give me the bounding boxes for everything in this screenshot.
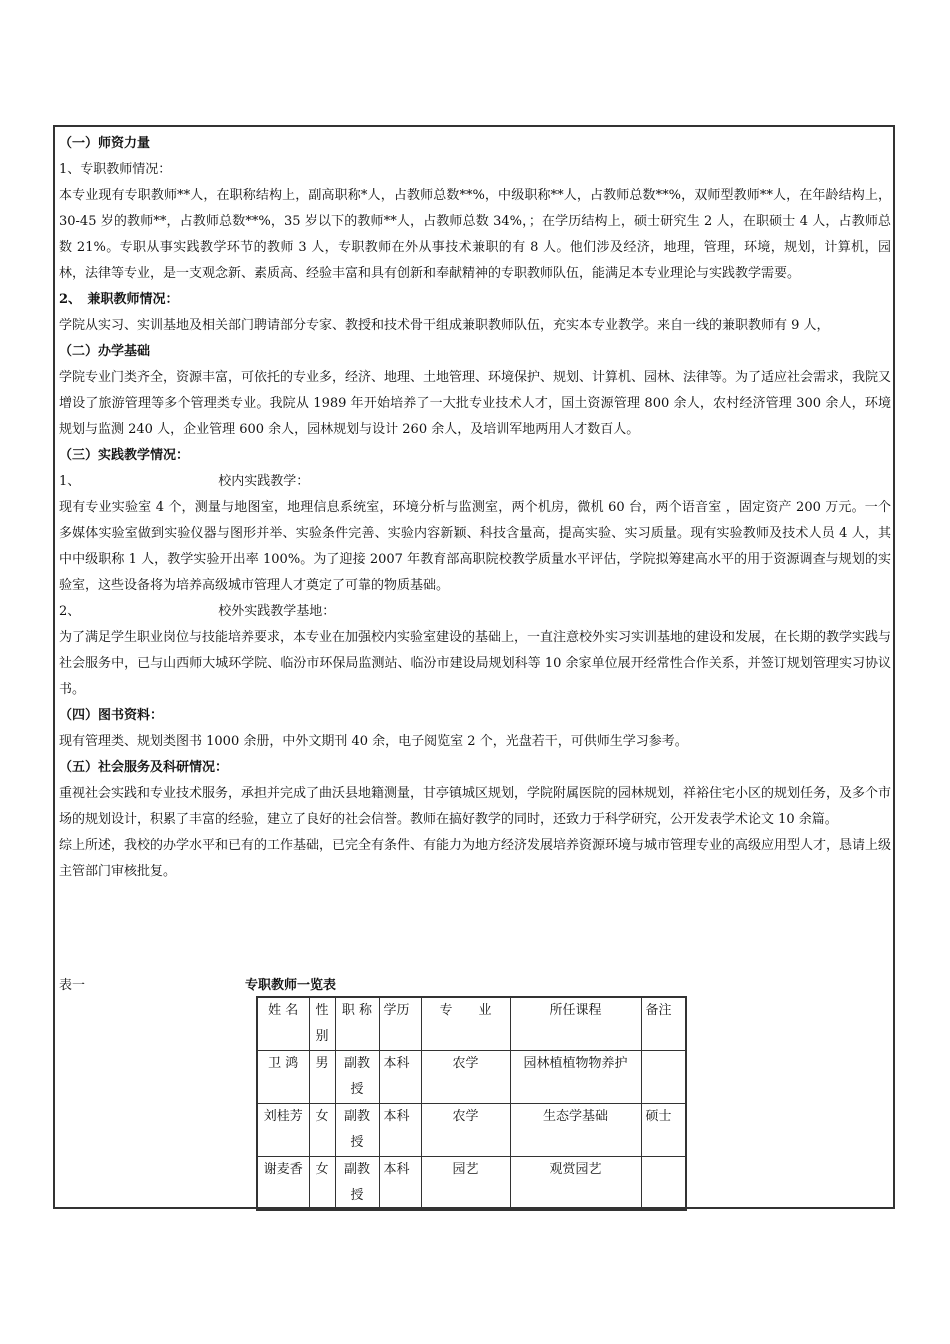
table-header-row	[257, 997, 686, 1051]
table-label: 表一	[59, 978, 86, 993]
paragraph-service: 重视社会实践和专业技术服务，承担并完成了曲沃县地籍测量，甘亭镇城区规划，学院附属医院的园林规划，祥裕住宅小区的规划任务，及多个市场的规划设计，积累了丰富的经验，建立了良好的社会信誉。教师在搞好教学的同时，还致力于科学研究，公开发表学术论文 10 余篇。	[59, 786, 892, 827]
cell-remarks: 硕士	[641, 1104, 686, 1157]
cell-gender: 女	[309, 1104, 335, 1157]
cell-name: 刘桂芳	[257, 1104, 309, 1157]
cell-courses: 观赏园艺	[510, 1157, 641, 1211]
paragraph-offcampus-practice: 为了满足学生职业岗位与技能培养要求，本专业在加强校内实验室建设的基础上，一直注意校外实习实训基地的建设和发展，在长期的教学实践与社会服务中，已与山西师大城环学院、临汾市环保局监测站、临汾市建设局规划科等 10 余家单位展开经常性合作关系，并签订规划管理实习协议书。	[59, 630, 892, 697]
section-heading-practice: （三）实践教学情况：	[59, 448, 190, 463]
teacher-table	[256, 996, 687, 1211]
table-row	[257, 1157, 686, 1211]
section-heading-service: （五）社会服务及科研情况：	[59, 760, 229, 775]
cell-courses: 园林植植物物养护	[510, 1051, 641, 1104]
subheading-number: 1、	[59, 474, 81, 489]
cell-courses: 生态学基础	[510, 1104, 641, 1157]
paragraph-fulltime-teachers: 本专业现有专职教师**人，在职称结构上，副高职称*人，占教师总数**%，中级职称**人，占教师总数**%，双师型教师**人，在年龄结构上，30-45 岁的教师**，占教师总数**%，35 岁以下的教师**人，占教师总数 34%，；在学历结构上，硕士研究生 2 人，在职硕士 4 人，占教师总数 21%。专职从事实践教学环节的教师 3 人，专职教师在外从事技术兼职的有 8 人。他们涉及经济，地理，管理，环境，规划，计算机，园林，法律等专业，是一支观念新、素质高、经验丰富和具有创新和奉献精神的专职教师队伍，能满足本专业理论与实践教学需要。	[59, 188, 891, 281]
subheading-number: 2、	[59, 604, 81, 619]
section-heading-library: （四）图书资料：	[59, 708, 164, 723]
cell-major: 农学	[421, 1104, 510, 1157]
table-title: 专职教师一览表	[245, 978, 337, 993]
section-heading-foundation: （二）办学基础	[59, 344, 151, 359]
subheading-parttime-teachers: 2、 兼职教师情况：	[59, 292, 179, 307]
subheading-title: 校内实践教学：	[218, 474, 310, 489]
subheading-title: 校外实践教学基地：	[218, 604, 336, 619]
document-frame	[53, 125, 895, 1209]
cell-major: 园艺	[421, 1157, 510, 1211]
cell-name: 谢麦香	[257, 1157, 309, 1211]
header-gender: 性别	[309, 997, 335, 1051]
cell-major: 农学	[421, 1051, 510, 1104]
paragraph-foundation: 学院专业门类齐全，资源丰富，可依托的专业多，经济、地理、土地管理、环境保护、规划、计算机、园林、法律等。为了适应社会需求，我院又增设了旅游管理等多个管理类专业。我院从 1989 年开始培养了一大批专业技术人才，国土资源管理 800 余人，农村经济管理 300 余人，环境规划与监测 240 人，企业管理 600 余人，园林规划与设计 260 余人，及培训军地两用人才数百人。	[59, 370, 892, 437]
header-remarks: 备注	[641, 997, 686, 1051]
cell-title: 副教授	[335, 1051, 379, 1104]
cell-gender: 男	[309, 1051, 335, 1104]
paragraph-conclusion: 综上所述，我校的办学水平和已有的工作基础，已完全有条件、有能力为地方经济发展培养资源环境与城市管理专业的高级应用型人才，恳请上级主管部门审核批复。	[59, 838, 892, 879]
cell-education: 本科	[379, 1104, 421, 1157]
subheading-offcampus-practice	[59, 599, 891, 625]
header-title: 职 称	[335, 997, 379, 1051]
table-row	[257, 1104, 686, 1157]
header-major: 专 业	[421, 997, 510, 1051]
document-body	[59, 131, 891, 885]
subheading-fulltime-teachers: 1、专职教师情况：	[59, 162, 172, 177]
cell-name: 卫 鸿	[257, 1051, 309, 1104]
table-row	[257, 1051, 686, 1104]
cell-education: 本科	[379, 1051, 421, 1104]
subheading-oncampus-practice	[59, 469, 891, 495]
cell-remarks	[641, 1157, 686, 1211]
cell-gender: 女	[309, 1157, 335, 1211]
cell-title: 副教授	[335, 1157, 379, 1211]
header-education: 学历	[379, 997, 421, 1051]
cell-title: 副教授	[335, 1104, 379, 1157]
header-courses: 所任课程	[510, 997, 641, 1051]
cell-education: 本科	[379, 1157, 421, 1211]
paragraph-oncampus-practice: 现有专业实验室 4 个，测量与地图室，地理信息系统室，环境分析与监测室，两个机房，微机 60 台，两个语音室 ，固定资产 200 万元。一个多媒体实验室做到实验仪器与图形并举、实验条件完善、实验内容新颖、科技含量高，提高实验、实习质量。现有实验教师及技术人员 4 人，其中中级职称 1 人，教学实验开出率 100%。为了迎接 2007 年教育部高职院校教学质量水平评估，学院拟筹建高水平的用于资源调查与规划的实验室，这些设备将为培养高级城市管理人才奠定了可靠的物质基础。	[59, 500, 891, 593]
teacher-table-section	[59, 973, 891, 1203]
header-name: 姓 名	[257, 997, 309, 1051]
paragraph-parttime-teachers: 学院从实习、实训基地及相关部门聘请部分专家、教授和技术骨干组成兼职教师队伍，充实本专业教学。来自一线的兼职教师有 9 人，	[59, 318, 830, 333]
section-heading-faculty: （一）师资力量	[59, 136, 151, 151]
cell-remarks	[641, 1051, 686, 1104]
paragraph-library: 现有管理类、规划类图书 1000 余册，中外文期刊 40 余，电子阅览室 2 个，光盘若干，可供师生学习参考。	[59, 734, 688, 749]
